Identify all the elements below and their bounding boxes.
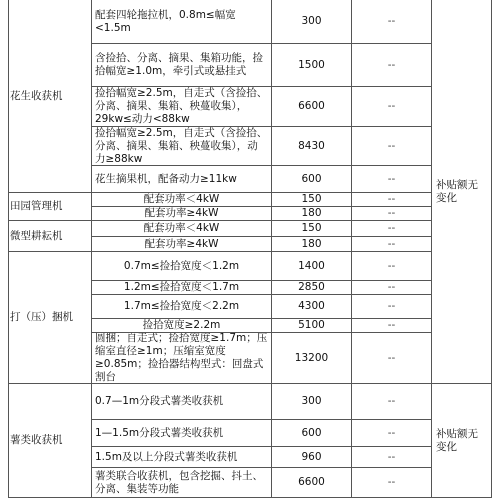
- row-change: --: [352, 127, 432, 166]
- row-desc: 1.7m≤捡拾宽度＜2.2m: [92, 295, 272, 319]
- row-subsidy: 5100: [272, 319, 352, 333]
- row-desc: 含捡拾、分离、摘果、集箱功能，捡拾幅宽≥1.0m，牵引式或悬挂式: [92, 44, 272, 87]
- row-desc: 0.7m≤捡拾宽度＜1.2m: [92, 252, 272, 281]
- row-subsidy: 600: [272, 420, 352, 447]
- row-subsidy: 150: [272, 221, 352, 237]
- row-desc: 捡拾幅宽≥2.5m，自走式（含捡拾、分离、摘果、集箱、秧蔓收集），动力≥88kw: [92, 127, 272, 166]
- group-name: 打（压）捆机: [8, 252, 92, 384]
- note-cell: 补贴额无变化: [432, 384, 492, 498]
- row-desc: 配套四轮拖拉机，0.8m≤幅宽<1.5m: [92, 0, 272, 44]
- row-change: --: [352, 193, 432, 207]
- row-subsidy: 13200: [272, 333, 352, 384]
- row-desc: 配套功率≥4kW: [92, 237, 272, 252]
- group-name: 花生收获机: [8, 0, 92, 193]
- row-desc: 1—1.5m分段式薯类收获机: [92, 420, 272, 447]
- row-change: --: [352, 420, 432, 447]
- row-change: --: [352, 447, 432, 468]
- row-desc: 捡拾宽度≥2.2m: [92, 319, 272, 333]
- row-change: --: [352, 333, 432, 384]
- row-change: --: [352, 0, 432, 44]
- row-change: --: [352, 384, 432, 420]
- row-desc: 1.2m≤捡拾宽度＜1.7m: [92, 281, 272, 295]
- row-change: --: [352, 468, 432, 498]
- row-subsidy: 180: [272, 237, 352, 252]
- row-change: --: [352, 319, 432, 333]
- row-change: --: [352, 295, 432, 319]
- row-change: --: [352, 252, 432, 281]
- row-subsidy: 960: [272, 447, 352, 468]
- group-name: 微型耕耘机: [8, 221, 92, 252]
- row-subsidy: 6600: [272, 87, 352, 127]
- subsidy-table: [8, 0, 492, 498]
- row-subsidy: 600: [272, 166, 352, 193]
- row-desc: 1.5m及以上分段式薯类收获机: [92, 447, 272, 468]
- row-change: --: [352, 237, 432, 252]
- row-subsidy: 1400: [272, 252, 352, 281]
- row-change: --: [352, 44, 432, 87]
- row-subsidy: 2850: [272, 281, 352, 295]
- row-desc: 配套功率＜4kW: [92, 193, 272, 207]
- row-subsidy: 6600: [272, 468, 352, 498]
- row-change: --: [352, 87, 432, 127]
- row-subsidy: 180: [272, 207, 352, 221]
- group-name: 薯类收获机: [8, 384, 92, 498]
- row-desc: 配套功率＜4kW: [92, 221, 272, 237]
- row-desc: 配套功率≥4kW: [92, 207, 272, 221]
- row-subsidy: 1500: [272, 44, 352, 87]
- row-change: --: [352, 166, 432, 193]
- row-desc: 薯类联合收获机，包含挖掘、抖土、分离、集装等功能: [92, 468, 272, 498]
- row-change: --: [352, 221, 432, 237]
- row-subsidy: 300: [272, 384, 352, 420]
- note-cell: 补贴额无变化: [432, 0, 492, 384]
- row-change: --: [352, 207, 432, 221]
- row-desc: 0.7—1m分段式薯类收获机: [92, 384, 272, 420]
- row-desc: 捡拾幅宽≥2.5m，自走式（含捡拾、分离、摘果、集箱、秧蔓收集），29kw≤动力<88kw: [92, 87, 272, 127]
- row-desc: 花生摘果机，配备动力≥11kw: [92, 166, 272, 193]
- row-change: --: [352, 281, 432, 295]
- row-desc: 圆捆；自走式；捡拾宽度≥1.7m；压缩室直径≥1m；压缩室宽度≥0.85m；捡拾器结构型式：回盘式割台: [92, 333, 272, 384]
- row-subsidy: 4300: [272, 295, 352, 319]
- group-name: 田园管理机: [8, 193, 92, 221]
- row-subsidy: 150: [272, 193, 352, 207]
- row-subsidy: 300: [272, 0, 352, 44]
- row-subsidy: 8430: [272, 127, 352, 166]
